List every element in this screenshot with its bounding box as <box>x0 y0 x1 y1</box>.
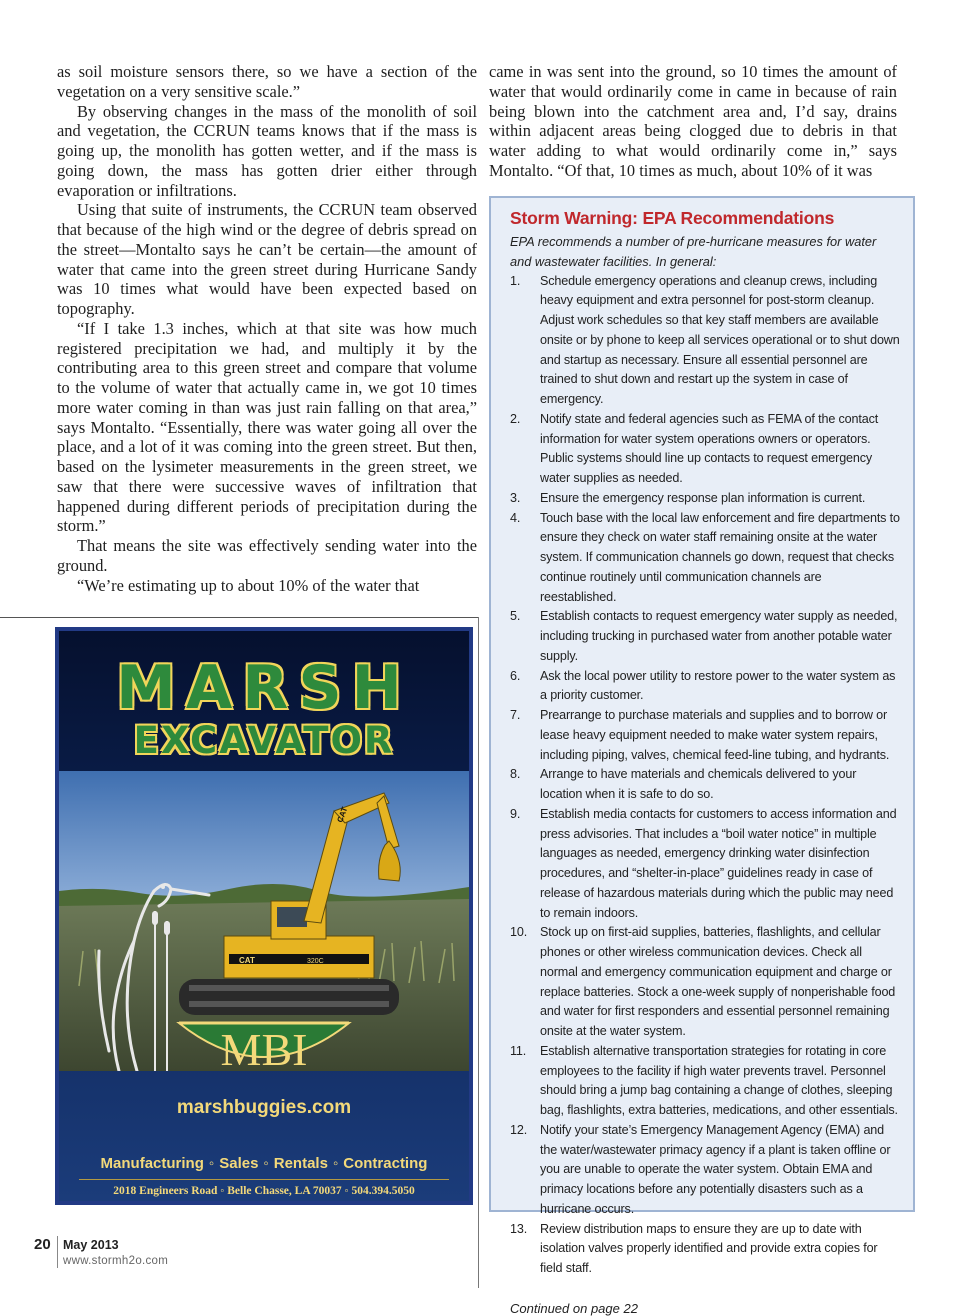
list-item-text: Notify state and federal agencies such as FEMA of the contact information for water system operations owners or operators. Public systems should line up contacts to request emergency water supplies as needed. <box>540 411 879 485</box>
list-item-text: Review distribution maps to ensure they are up to date with isolation valves properly identified and provide extra copies for field staff. <box>540 1221 878 1275</box>
ad-headline: MARSH <box>116 653 412 723</box>
list-item <box>510 1121 901 1220</box>
issue-date: May 2013 <box>63 1238 119 1252</box>
ad-address: 2018 Engineers Road ◦ Belle Chasse, LA 70037 ◦ 504.394.5050 <box>113 1185 415 1197</box>
footer-website[interactable]: www.stormh2o.com <box>63 1255 169 1267</box>
recommendation-list <box>510 272 901 1279</box>
cab-brand-text: CAT <box>239 956 255 965</box>
list-item-number: 11. <box>510 1043 527 1058</box>
list-item-number: 3. <box>510 490 521 505</box>
bullet-icon: ◦ <box>332 1155 339 1172</box>
model-text: 320C <box>307 958 324 965</box>
ad-divider <box>0 617 478 618</box>
list-item <box>510 607 901 666</box>
list-item-text: Establish alternative transportation strategies for rotating in core employees to the facility if high water prevents travel. Personnel should bring a jump bag containing a change of clothes, sleeping bag, flashlights, extra batteries, medications, and other essentials. <box>540 1043 898 1117</box>
list-item <box>510 805 901 924</box>
list-item-text: Establish media contacts for customers to access information and press advisories. That includes a “boil water notice” in multiple languages as needed, emergency drinking water disinfection procedures, and “shelter-in-place” guidelines ready in case of release of hazardous materials during which the public may need to remain indoors. <box>540 806 897 920</box>
article-paragraph: That means the site was effectively sending water into the ground. <box>57 536 477 575</box>
ad-subheadline: EXCAVATOR <box>133 719 395 762</box>
list-item <box>510 706 901 765</box>
article-left-column <box>57 62 477 595</box>
article-paragraph: Using that suite of instruments, the CCRUN team observed that because of the high wind or the degree of debris spread on the street—Montalto says he can’t be certain—the amount of water that came into the green street during Hurricane Sandy was 10 times what would have been expected based on topography. <box>57 200 477 318</box>
list-item-text: Establish contacts to request emergency water supply as needed, including trucking in purchased water from another potable water supply. <box>540 609 898 663</box>
column-divider <box>478 617 479 1288</box>
sidebar-intro: EPA recommends a number of pre-hurricane measures for water and wastewater facilities. In general: <box>510 234 877 269</box>
list-item-number: 2. <box>510 411 521 426</box>
article-right-column <box>489 62 897 181</box>
list-item <box>510 765 901 805</box>
list-item-number: 9. <box>510 806 521 821</box>
service-item: Rentals <box>273 1155 328 1172</box>
list-item <box>510 923 901 1042</box>
list-item-number: 7. <box>510 708 521 722</box>
list-item-number: 12. <box>510 1122 528 1137</box>
ad-panel <box>59 631 469 1201</box>
boom-brand-text: CAT <box>335 805 350 824</box>
article-paragraph: came in was sent into the ground, so 10 times the amount of water that would ordinarily come in came in because of rain being blown into the catchment area and, I’d say, drains within adjacent areas being clogged due to debris in that water adding to what would ordinarily come in,” says Montalto. “Of that, 10 times as much, about 10% of it was <box>489 62 897 180</box>
article-paragraph: By observing changes in the mass of the monolith of soil and vegetation, the CCRUN teams knows that if the mass is going up, the monolith has gotten wetter, and if the mass is going down, the mass has gotten drier either through evaporation or infiltrations. <box>57 101 477 200</box>
article-paragraph: “If I take 1.3 inches, which at that site was how much registered precipitation we had, and multiply it by the contributing area to this green street and compare that volume to the volume of water that actually came in, we got 10 times more water coming in than was just rain falling on that area,” says Montalto. “Essentially, there was water going all over the place, and a lot of it was coming into the green street. But then, based on the lysimeter measurements in the green street, we saw that there were successive waves of infiltration that happened during different periods of precipitation during the storm.” <box>57 318 477 536</box>
list-item-text: Prearrange to purchase materials and supplies and to borrow or lease heavy equipment needed to make water system repairs, including piping, valves, chemical feed-line tubing, and hydrants. <box>540 708 890 762</box>
list-item-text: Arrange to have materials and chemicals delivered to your location when it is safe to do so. <box>540 767 857 801</box>
list-item <box>510 667 901 707</box>
page-number: 20 <box>34 1236 51 1253</box>
list-item <box>510 1042 901 1121</box>
article-paragraph: “We’re estimating up to about 10% of the water that <box>77 575 420 595</box>
list-item-number: 1. <box>510 273 521 288</box>
list-item-number: 10. <box>510 925 528 940</box>
ad-services <box>59 1155 469 1172</box>
sidebar-title: Storm Warning: EPA Recommendations <box>510 208 835 228</box>
list-item-number: 6. <box>510 668 521 683</box>
epa-recommendations-sidebar <box>489 196 915 1316</box>
list-item-number: 13. <box>510 1221 528 1236</box>
mbi-advertisement[interactable] <box>55 627 473 1205</box>
list-item-text: Stock up on first-aid supplies, batteries, flashlights, and cellular phones or other wireless communication devices. Check all normal and emergency communication equipment and charge or replace batteries. Stock a one-week supply of nonperishable food and water for first responders and essential personnel remaining onsite at the water system. <box>540 925 896 1038</box>
list-item-number: 5. <box>510 609 521 624</box>
list-item <box>510 410 901 489</box>
list-item-text: Ask the local power utility to restore power to the water system as a priority customer. <box>540 668 896 703</box>
list-item <box>510 509 901 608</box>
list-item-text: Notify your state’s Emergency Management Agency (EMA) and the water/wastewater primacy agency if a plant is taken offline or you are unable to operate the water system. Obtain EMA and primacy locations before any potentially disasters such as a hurricane occurs. <box>540 1122 891 1216</box>
service-item: Contracting <box>343 1155 428 1172</box>
list-item <box>510 272 901 410</box>
ad-website-link[interactable]: marshbuggies.com <box>176 1097 352 1118</box>
bullet-icon: ◦ <box>208 1155 215 1172</box>
list-item-text: Touch base with the local law enforcement and fire departments to ensure they check on water staff remaining onsite at the water system. If communication channels go down, request that checks continue routinely until communication channels are reestablished. <box>540 510 900 604</box>
list-item <box>510 1220 901 1279</box>
service-item: Manufacturing <box>100 1155 204 1172</box>
bullet-icon: ◦ <box>263 1155 269 1172</box>
service-item: Sales <box>219 1155 259 1172</box>
list-item-text: Ensure the emergency response plan information is current. <box>540 490 866 505</box>
article-paragraph: as soil moisture sensors there, so we have a section of the vegetation on a very sensitive scale.” <box>57 62 477 101</box>
ad-brand: MBI <box>220 1024 308 1075</box>
list-item-number: 8. <box>510 767 521 782</box>
ad-gold-divider <box>79 1179 449 1180</box>
footer-divider <box>57 1236 58 1268</box>
list-item-number: 4. <box>510 510 521 525</box>
list-item <box>510 489 901 509</box>
continued-link[interactable]: Continued on page 22 <box>510 1300 638 1316</box>
list-item-text: Schedule emergency operations and cleanup crews, including heavy equipment and extra personnel for post-storm cleanup. Adjust work schedules so that key staff members are available onsite or by phone to keep all services operational or to shut down and startup as necessary. Ensure all essential personnel are trained to shut down and restart up the system in case of emergency. <box>540 273 900 406</box>
